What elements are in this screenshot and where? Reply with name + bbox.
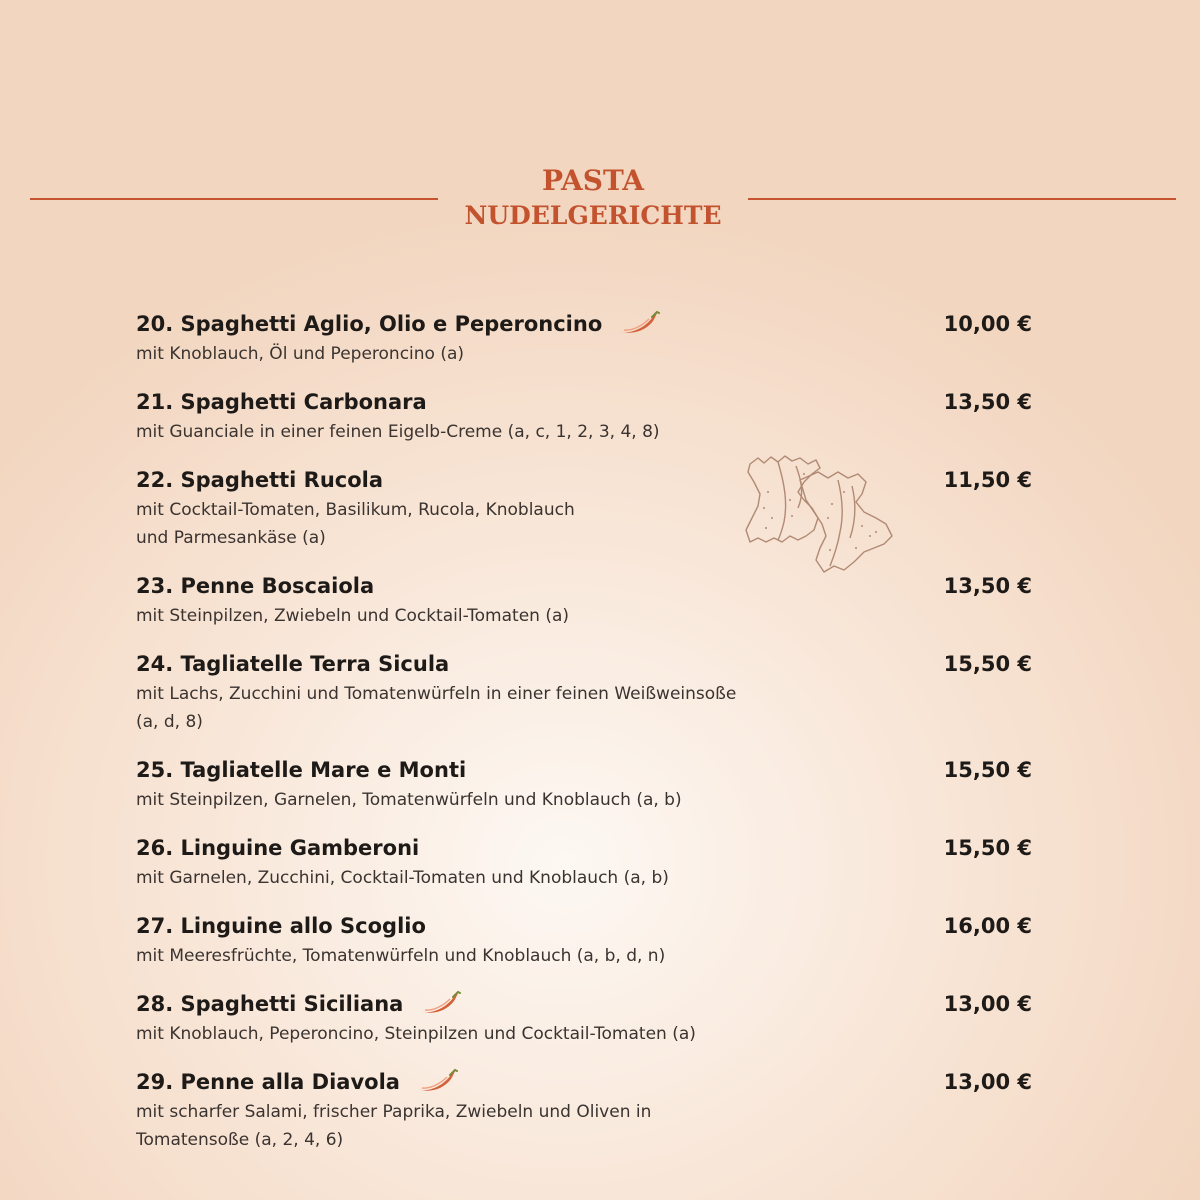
menu-item-price: 10,00 € bbox=[943, 312, 1032, 336]
menu-item-description: mit Guanciale in einer feinen Eigelb-Creme (a, c, 1, 2, 3, 4, 8) bbox=[136, 422, 660, 442]
divider-left bbox=[30, 198, 438, 200]
menu-item-description: mit Knoblauch, Peperoncino, Steinpilzen und Cocktail-Tomaten (a) bbox=[136, 1024, 696, 1044]
menu-item-description: mit Steinpilzen, Zwiebeln und Cocktail-Tomaten (a) bbox=[136, 606, 570, 626]
menu-item-heading bbox=[136, 988, 1032, 1020]
menu-item-price: 13,50 € bbox=[943, 390, 1032, 414]
menu-item-description: mit scharfer Salami, frischer Paprika, Zwiebeln und Oliven in Tomatensoße (a, 2, 4, 6) bbox=[136, 1102, 652, 1150]
menu-item-name: 22. Spaghetti Rucola bbox=[136, 468, 384, 492]
menu-item-heading bbox=[136, 1066, 1032, 1098]
menu-item-description: mit Steinpilzen, Garnelen, Tomatenwürfeln und Knoblauch (a, b) bbox=[136, 790, 682, 810]
menu-list bbox=[136, 308, 1032, 1154]
menu-item-heading bbox=[136, 308, 1032, 340]
menu-item-name: 25. Tagliatelle Mare e Monti bbox=[136, 758, 467, 782]
menu-item bbox=[136, 1066, 1032, 1154]
chili-pepper-icon bbox=[618, 309, 660, 339]
menu-item bbox=[136, 308, 1032, 368]
menu-item-description: mit Cocktail-Tomaten, Basilikum, Rucola, Knoblauch und Parmesankäse (a) bbox=[136, 500, 575, 548]
menu-item-price: 15,50 € bbox=[943, 836, 1032, 860]
menu-item bbox=[136, 988, 1032, 1048]
menu-item-name: 26. Linguine Gamberoni bbox=[136, 836, 420, 860]
menu-item bbox=[136, 832, 1032, 892]
menu-item-heading bbox=[136, 910, 1032, 942]
menu-item-heading bbox=[136, 464, 1032, 496]
menu-item bbox=[136, 386, 1032, 446]
menu-item-heading bbox=[136, 386, 1032, 418]
menu-item-price: 16,00 € bbox=[943, 914, 1032, 938]
menu-item-description: mit Knoblauch, Öl und Peperoncino (a) bbox=[136, 344, 465, 364]
menu-item-price: 15,50 € bbox=[943, 652, 1032, 676]
menu-item-heading bbox=[136, 832, 1032, 864]
menu-item bbox=[136, 570, 1032, 630]
menu-item-name: 28. Spaghetti Siciliana bbox=[136, 992, 404, 1016]
menu-item bbox=[136, 910, 1032, 970]
menu-item-price: 13,50 € bbox=[943, 574, 1032, 598]
menu-item-price: 15,50 € bbox=[943, 758, 1032, 782]
menu-item-name: 29. Penne alla Diavola bbox=[136, 1070, 400, 1094]
menu-item bbox=[136, 754, 1032, 814]
chili-pepper-icon bbox=[419, 989, 461, 1019]
menu-item-name: 24. Tagliatelle Terra Sicula bbox=[136, 652, 450, 676]
menu-item-price: 13,00 € bbox=[943, 1070, 1032, 1094]
menu-item-price: 11,50 € bbox=[943, 468, 1032, 492]
menu-item-description: mit Lachs, Zucchini und Tomatenwürfeln in einer feinen Weißweinsoße (a, d, 8) bbox=[136, 684, 737, 732]
chili-pepper-icon bbox=[416, 1067, 458, 1097]
menu-item-name: 20. Spaghetti Aglio, Olio e Peperoncino bbox=[136, 312, 603, 336]
section-title: PASTA bbox=[542, 164, 644, 197]
menu-item-price: 13,00 € bbox=[943, 992, 1032, 1016]
divider-right bbox=[748, 198, 1176, 200]
menu-item-name: 27. Linguine allo Scoglio bbox=[136, 914, 426, 938]
menu-item-heading bbox=[136, 570, 1032, 602]
menu-item bbox=[136, 464, 1032, 552]
section-subtitle: NUDELGERICHTE bbox=[464, 201, 722, 230]
menu-item-name: 21. Spaghetti Carbonara bbox=[136, 390, 427, 414]
menu-item bbox=[136, 648, 1032, 736]
menu-item-description: mit Garnelen, Zucchini, Cocktail-Tomaten und Knoblauch (a, b) bbox=[136, 868, 669, 888]
menu-item-heading bbox=[136, 648, 1032, 680]
menu-item-heading bbox=[136, 754, 1032, 786]
menu-item-name: 23. Penne Boscaiola bbox=[136, 574, 375, 598]
menu-item-description: mit Meeresfrüchte, Tomatenwürfeln und Knoblauch (a, b, d, n) bbox=[136, 946, 666, 966]
